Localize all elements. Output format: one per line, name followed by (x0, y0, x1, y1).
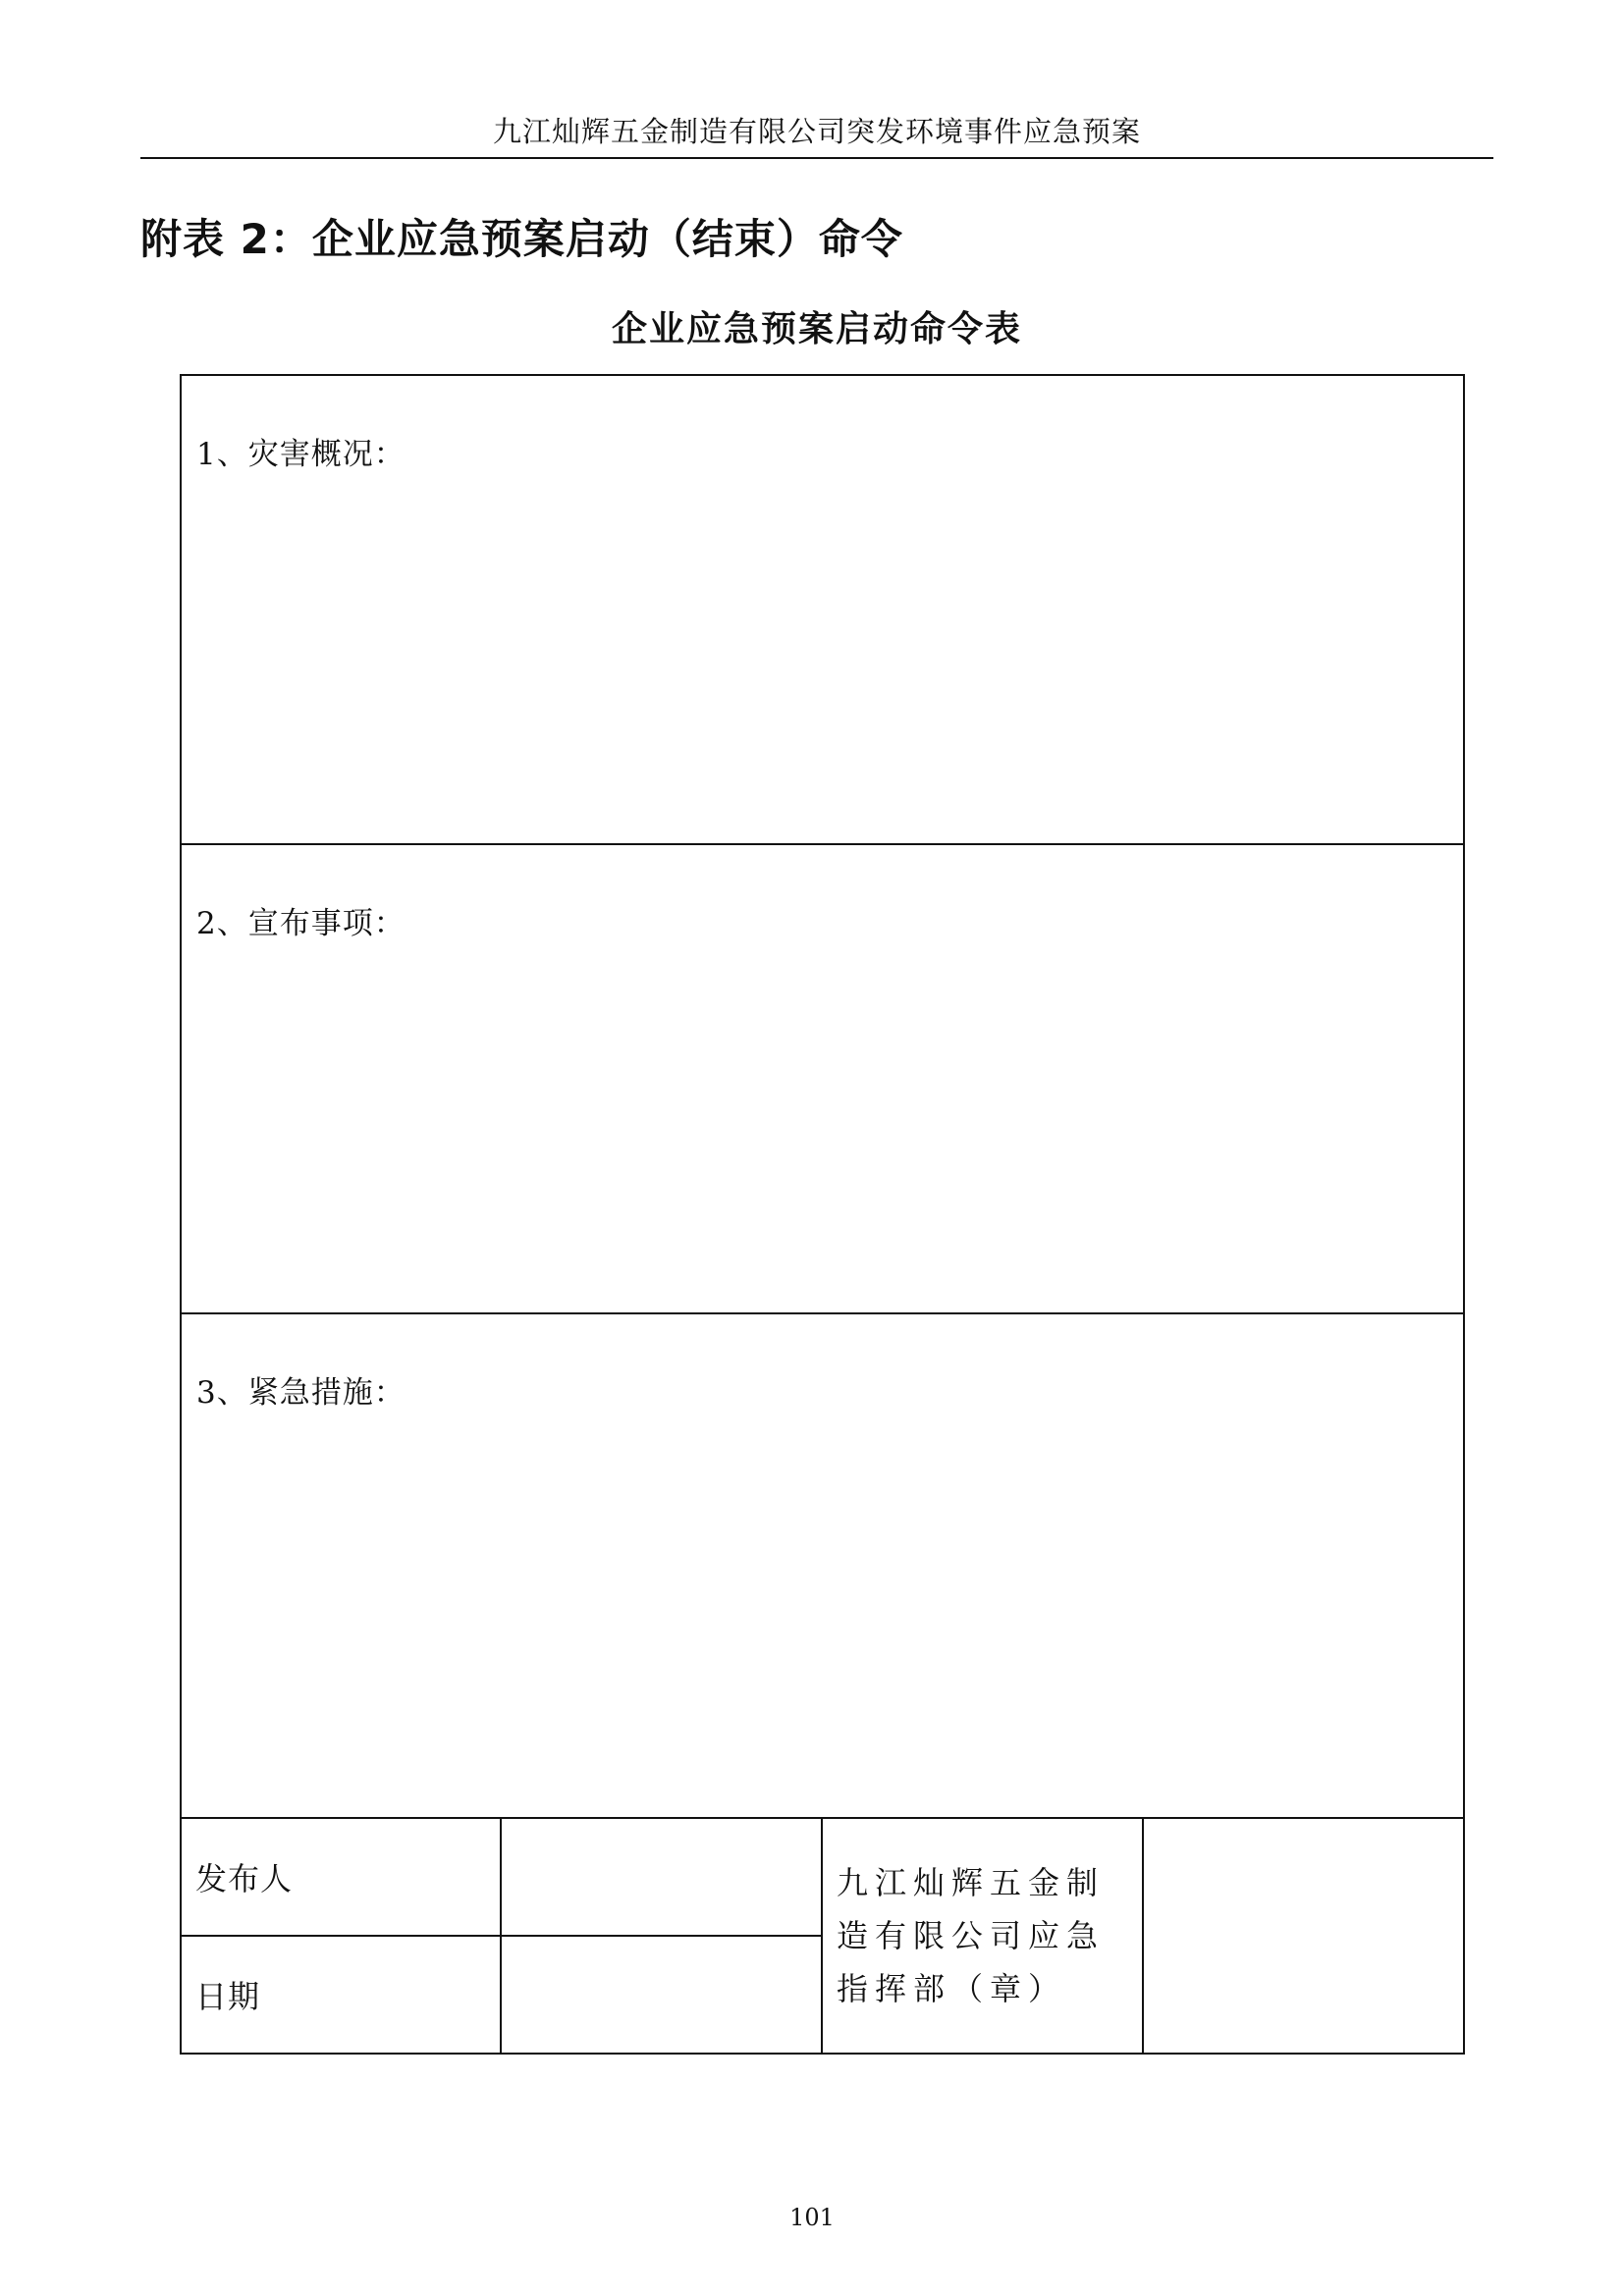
issuer-value-cell[interactable] (501, 1818, 822, 1936)
running-header (140, 110, 1493, 159)
date-value-cell[interactable] (501, 1936, 822, 2054)
disaster-overview-cell[interactable] (181, 375, 1464, 844)
date-label-cell (181, 1936, 501, 2054)
org-label-cell (822, 1818, 1143, 2054)
section-row-disaster (181, 375, 1464, 844)
announcement-cell[interactable] (181, 844, 1464, 1313)
seal-cell[interactable] (1143, 1818, 1464, 2054)
issuer-label-cell (181, 1818, 501, 1936)
emergency-measures-label: 3、紧急措施： (196, 1375, 406, 1411)
form-title: 企业应急预案启动命令表 (611, 309, 1022, 349)
org-label: 九江灿辉五金制造有限公司应急指挥部（章） (837, 1864, 1106, 2007)
emergency-measures-cell[interactable] (181, 1313, 1464, 1818)
command-form-table (180, 374, 1465, 2055)
announcement-label: 2、宣布事项： (196, 906, 406, 941)
issuer-label: 发布人 (195, 1860, 294, 1897)
page-number: 101 (789, 2204, 835, 2231)
section-row-announcement (181, 844, 1464, 1313)
date-label: 日期 (195, 1978, 261, 2015)
signature-row-issuer (181, 1818, 1464, 1936)
section-row-emergency-measures (181, 1313, 1464, 1818)
appendix-title: 附表 2：企业应急预案启动（结束）命令 (140, 215, 903, 263)
disaster-overview-label: 1、灾害概况： (196, 437, 406, 472)
running-header-title: 九江灿辉五金制造有限公司突发环境事件应急预案 (492, 115, 1141, 148)
